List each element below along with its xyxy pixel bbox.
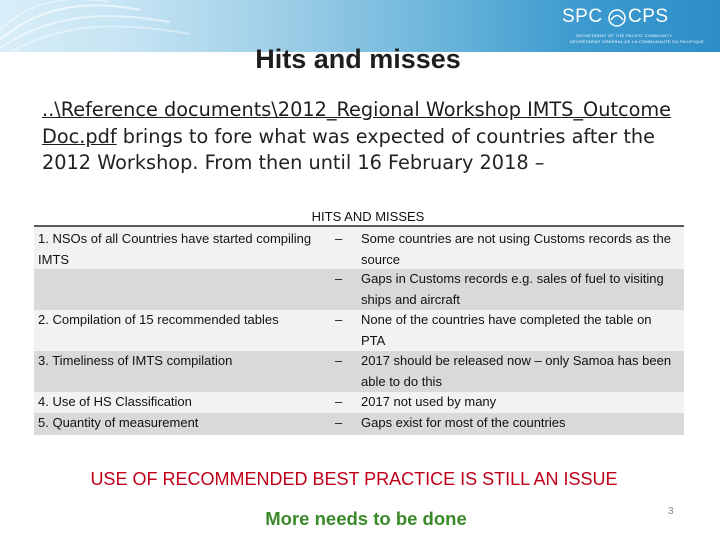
table-row	[34, 229, 684, 269]
table-cell-right: Gaps exist for most of the countries	[361, 415, 566, 430]
intro-paragraph	[42, 97, 702, 177]
table-cell-dash: –	[335, 394, 343, 409]
table-cell-right: None of the countries have completed the table on PTA	[361, 312, 652, 348]
table-cell-dash: –	[335, 353, 343, 368]
table-row	[34, 310, 684, 351]
table-row	[34, 269, 684, 310]
table-cell-dash: –	[335, 312, 343, 327]
table-cell-right: Gaps in Customs records e.g. sales of fuel to visiting ships and aircraft	[361, 271, 664, 307]
table-cell-dash: –	[335, 231, 343, 246]
table-cell-left: 5. Quantity of measurement	[38, 415, 199, 430]
table-cell-right: 2017 not used by many	[361, 394, 497, 409]
slide-title: Hits and misses	[255, 44, 461, 74]
table-row	[34, 351, 684, 392]
table-cell-dash: –	[335, 415, 343, 430]
hits-misses-table	[34, 227, 684, 435]
logo-subtitle-en: SECRETARIAT OF THE PACIFIC COMMUNITY	[576, 33, 673, 38]
table-row	[34, 413, 684, 435]
table-cell-dash: –	[335, 271, 343, 286]
table-cell-left: 3. Timeliness of IMTS compilation	[38, 353, 233, 368]
reference-document-link[interactable]: ..\Reference documents\2012_Regional Workshop IMTS_Outcome Doc.pdf	[42, 98, 672, 148]
table-cell-left: 4. Use of HS Classification	[38, 394, 192, 409]
best-practice-warning: USE OF RECOMMENDED BEST PRACTICE IS STILL AN ISSUE	[90, 469, 618, 489]
logo-cps-text: CPS	[628, 6, 669, 27]
conclusion-text: More needs to be done	[265, 508, 467, 529]
table-cell-left: 1. NSOs of all Countries have started compiling IMTS	[38, 231, 312, 267]
intro-text: brings to fore what was expected of countries after the 2012 Workshop. From then until 16 February 2018 –	[42, 124, 655, 174]
page-number: 3	[668, 506, 674, 517]
table-cell-right: 2017 should be released now – only Samoa has been able to do this	[361, 353, 672, 389]
logo-emblem-icon	[607, 8, 627, 28]
table-cell-right: Some countries are not using Customs records as the source	[361, 231, 671, 267]
table-title: HITS AND MISSES	[311, 209, 425, 224]
spc-logo	[562, 6, 712, 48]
logo-subtitle-fr: SECRÉTARIAT GÉNÉRAL DE LA COMMUNAUTÉ DU PACIFIQUE	[570, 39, 705, 44]
table-cell-left: 2. Compilation of 15 recommended tables	[38, 312, 279, 327]
table-row	[34, 392, 684, 413]
logo-spc-text: SPC	[562, 6, 603, 27]
